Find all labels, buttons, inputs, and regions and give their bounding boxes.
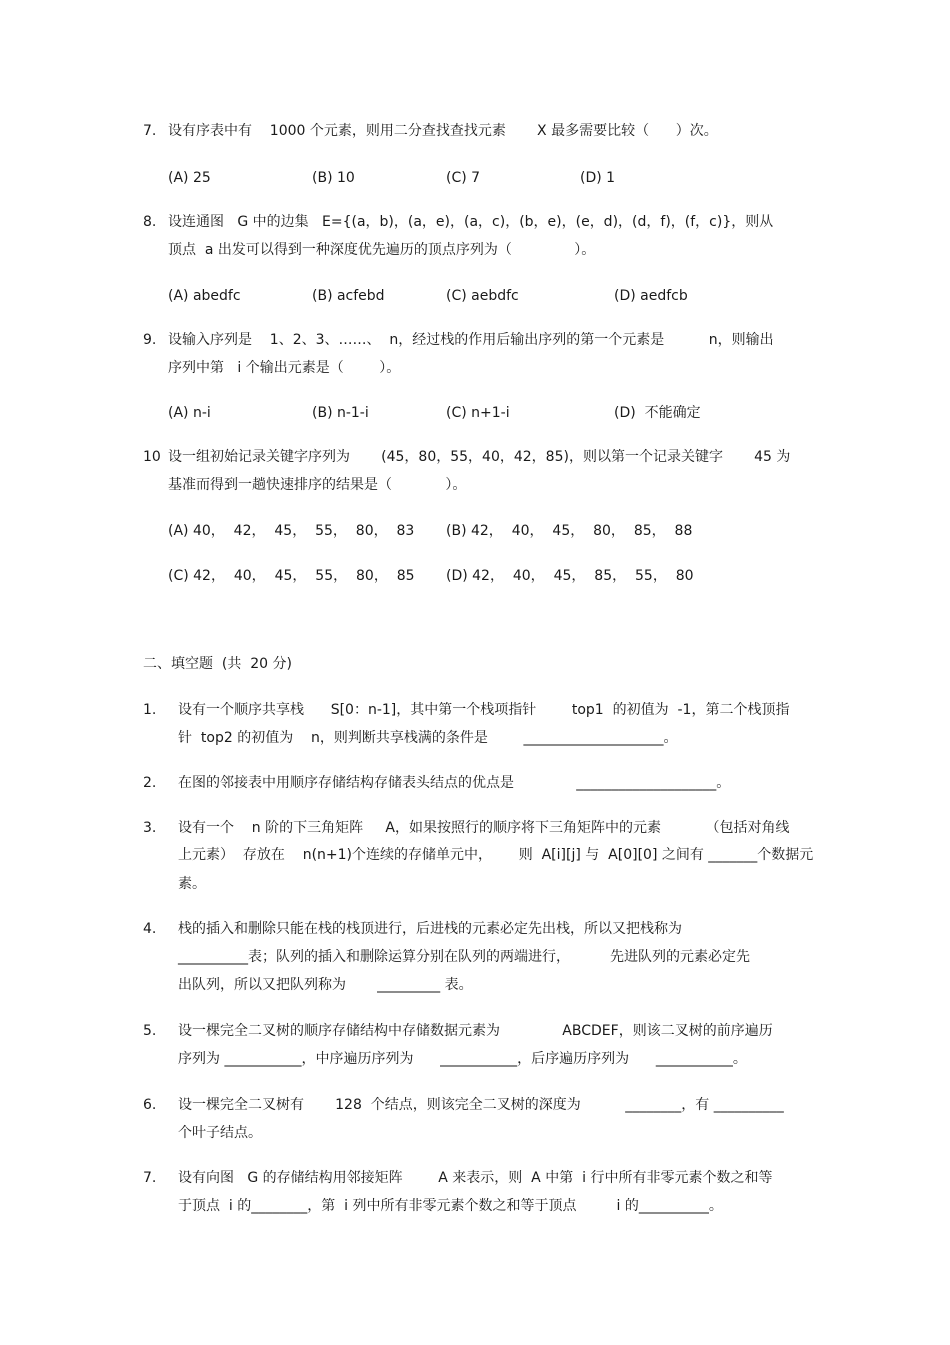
option-d: (D) 不能确定 bbox=[614, 405, 701, 421]
question-text-line-2: 顶点 a 出发可以得到一种深度优先遍历的顶点序列为（ ）。 bbox=[168, 242, 596, 258]
question-text-line-2: 于顶点 i 的________，第 i 列中所有非零元素个数之和等于顶点 i 的__________。 bbox=[178, 1198, 723, 1214]
question-number: 3. bbox=[143, 820, 157, 836]
option-d: (D) 1 bbox=[580, 170, 616, 186]
question-text-line-1: 设有向图 G 的存储结构用邻接矩阵 A 来表示，则 A 中第 i 行中所有非零元素个数之和等 bbox=[178, 1170, 773, 1186]
question-text-line-3: 素。 bbox=[178, 876, 206, 892]
question-number: 9. bbox=[143, 332, 157, 348]
option-c: (C) aebdfc bbox=[446, 288, 519, 304]
question-text-line-2: __________表；队列的插入和删除运算分别在队列的两端进行， 先进队列的元素必定先 bbox=[178, 949, 751, 965]
section-title: 二、填空题 (共 20 分) bbox=[143, 656, 292, 672]
question-text-line-1: 设一棵完全二叉树的顺序存储结构中存储数据元素为 ABCDEF，则该二叉树的前序遍历 bbox=[178, 1023, 773, 1039]
question-number: 1. bbox=[143, 702, 157, 718]
question-text-line-2: 序列为 ___________，中序遍历序列为 ___________，后序遍历序列为 ___________。 bbox=[178, 1051, 747, 1067]
question-number: 2. bbox=[143, 775, 157, 791]
question-text-line-2: 上元素） 存放在 n(n+1)个连续的存储单元中， 则 A[i][j] 与 A[0][0] 之间有 _______个数据元 bbox=[178, 847, 814, 863]
option-a: (A) n-i bbox=[168, 405, 211, 421]
question-text-line-2: 个叶子结点。 bbox=[178, 1125, 262, 1141]
question-text-line-2: 基准而得到一趟快速排序的结果是（ ）。 bbox=[168, 477, 467, 493]
option-a: (A) 25 bbox=[168, 170, 211, 186]
question-number: 5. bbox=[143, 1023, 157, 1039]
option-b: (B) 42， 40， 45， 80， 85， 88 bbox=[446, 523, 693, 539]
question-text-line-1: 栈的插入和删除只能在栈的栈顶进行，后进栈的元素必定先出栈，所以又把栈称为 bbox=[178, 921, 682, 937]
question-text-line-1: 设连通图 G 中的边集 E={(a，b)，(a，e)，(a，c)，(b，e)，(e，d)，(d，f)，(f，c)}，则从 bbox=[168, 214, 774, 230]
question-text-line-1: 设有一个顺序共享栈 S[0：n-1]，其中第一个栈项指针 top1 的初值为 -1，第二个栈顶指 bbox=[178, 702, 790, 718]
question-text-line-3: 出队列，所以又把队列称为 _________ 表。 bbox=[178, 977, 473, 993]
question-number: 6. bbox=[143, 1097, 157, 1113]
question-text-line-2: 序列中第 i 个输出元素是（ ）。 bbox=[168, 360, 401, 376]
option-d: (D) aedfcb bbox=[614, 288, 688, 304]
question-text-line-1: 设一组初始记录关键字序列为 (45，80，55，40，42，85)，则以第一个记录关键字 45 为 bbox=[168, 449, 791, 465]
question-number: 10 bbox=[143, 449, 161, 465]
option-b: (B) n-1-i bbox=[312, 405, 369, 421]
question-text-line-1: 设输入序列是 1、2、3、……、 n，经过栈的作用后输出序列的第一个元素是 n，则输出 bbox=[168, 332, 774, 348]
question-number: 7. bbox=[143, 1170, 157, 1186]
option-c: (C) 42， 40， 45， 55， 80， 85 bbox=[168, 568, 415, 584]
option-b: (B) 10 bbox=[312, 170, 355, 186]
option-a: (A) abedfc bbox=[168, 288, 241, 304]
option-c: (C) 7 bbox=[446, 170, 481, 186]
question-number: 8. bbox=[143, 214, 157, 230]
question-text-line-1: 设有一个 n 阶的下三角矩阵 A，如果按照行的顺序将下三角矩阵中的元素 （包括对角线 bbox=[178, 820, 790, 836]
question-text: 设有序表中有 1000 个元素，则用二分查找查找元素 X 最多需要比较（ ）次。 bbox=[168, 123, 718, 139]
option-d: (D) 42， 40， 45， 85， 55， 80 bbox=[446, 568, 694, 584]
option-a: (A) 40， 42， 45， 55， 80， 83 bbox=[168, 523, 415, 539]
question-text-line-1: 在图的邻接表中用顺序存储结构存储表头结点的优点是 ____________________。 bbox=[178, 775, 731, 791]
question-number: 4. bbox=[143, 921, 157, 937]
option-b: (B) acfebd bbox=[312, 288, 385, 304]
question-number: 7. bbox=[143, 123, 157, 139]
question-text-line-2: 针 top2 的初值为 n，则判断共享栈满的条件是 ____________________。 bbox=[178, 730, 678, 746]
option-c: (C) n+1-i bbox=[446, 405, 510, 421]
question-text-line-1: 设一棵完全二叉树有 128 个结点，则该完全二叉树的深度为 ________，有 __________ bbox=[178, 1097, 784, 1113]
